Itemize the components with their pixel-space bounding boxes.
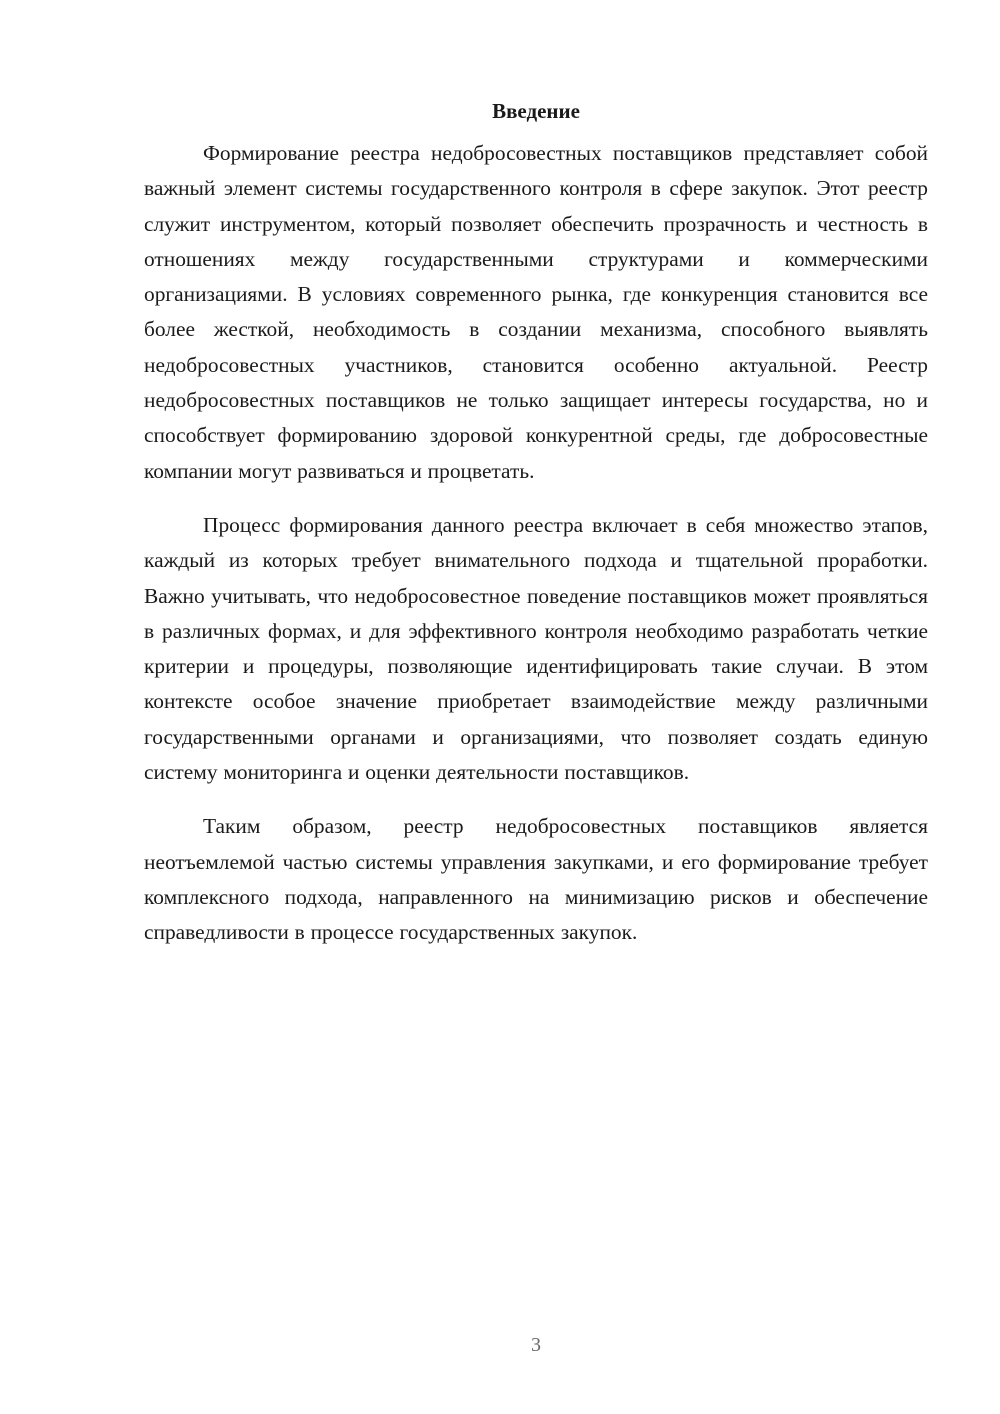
paragraph-3: Таким образом, реестр недобросовестных поставщиков является неотъемлемой частью системы управления закупками, и его формирование требует комплексного подхода, направленного на минимизацию рисков и обеспечение справедливости в процессе государственных закупок. xyxy=(144,814,928,945)
paragraph-1: Формирование реестра недобросовестных поставщиков представляет собой важный элемент системы государственного контроля в сфере закупок. Этот реестр служит инструментом, который позволяет обеспечить прозрачность и честность в отношениях между государственными структурами и коммерческими организациями. В условиях современного рынка, где конкуренция становится все более жесткой, необходимость в создании механизма, способного выявлять недобросовестных участников, становится особенно актуальной. Реестр недобросовестных поставщиков не только защищает интересы государства, но и способствует формированию здоровой конкурентной среды, где добросовестные компании могут развиваться и процветать. xyxy=(144,141,928,483)
section-heading: Введение xyxy=(492,99,580,123)
page-number: 3 xyxy=(531,1334,541,1356)
paragraph-2: Процесс формирования данного реестра включает в себя множество этапов, каждый из которых требует внимательного подхода и тщательной проработки. Важно учитывать, что недобросовестное поведение поставщиков может проявляться в различных формах, и для эффективного контроля необходимо разработать четкие критерии и процедуры, позволяющие идентифицировать такие случаи. В этом контексте особое значение приобретает взаимодействие между различными государственными органами и организациями, что позволяет создать единую систему мониторинга и оценки деятельности поставщиков. xyxy=(144,512,928,785)
page-content xyxy=(144,96,928,970)
